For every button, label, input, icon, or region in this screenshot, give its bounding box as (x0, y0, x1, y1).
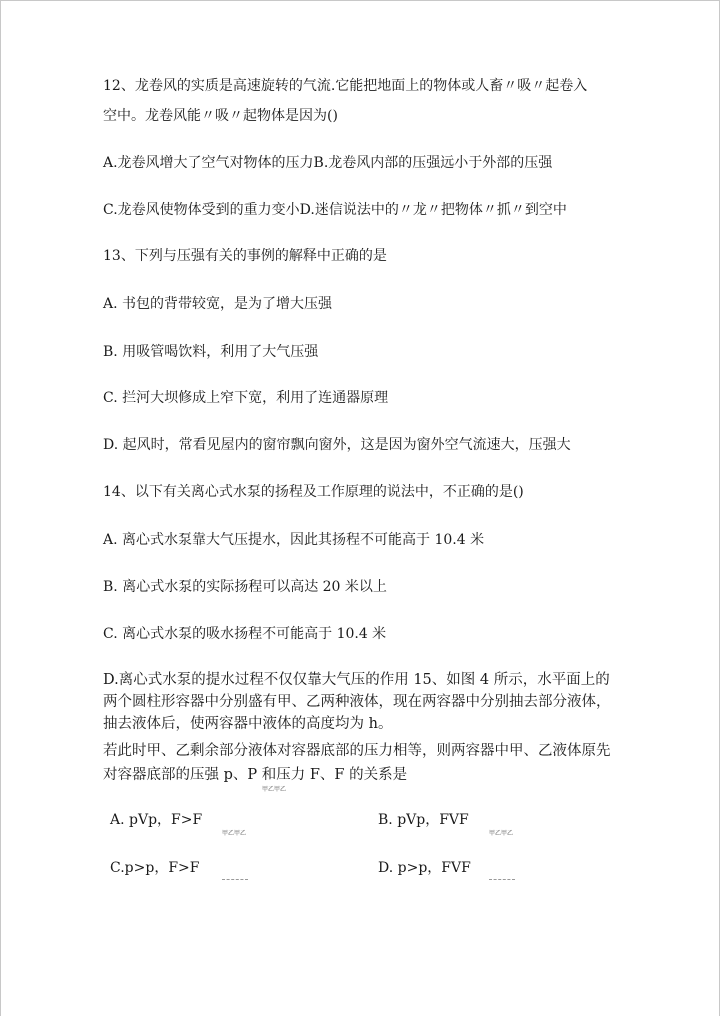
q15-line2: 对容器底部的压强 p、P 和压力 F、F 的关系是 (103, 767, 408, 783)
q15-option-a-subscript: 甲乙甲乙 (222, 830, 247, 837)
q14-stem: 14、以下有关离心式水泵的扬程及工作原理的说法中，不正确的是() (103, 484, 524, 500)
q14-option-c: C. 离心式水泵的吸水扬程不可能高于 10.4 米 (103, 626, 387, 642)
q12-stem-line2: 空中。龙卷风能〃吸〃起物体是因为() (103, 108, 338, 124)
q15-option-c: C.p>p，F>F (110, 860, 200, 876)
q15-option-d: D. p>p，FVF (378, 860, 471, 876)
q14-option-b: B. 离心式水泵的实际扬程可以高达 20 米以上 (103, 579, 387, 595)
q13-option-b: B. 用吸管喝饮料，利用了大气压强 (103, 344, 319, 360)
q12-options-line2: C.龙卷风使物体受到的重力变小D.迷信说法中的〃龙〃把物体〃抓〃到空中 (103, 202, 567, 218)
q14-option-d-line1: D.离心式水泵的提水过程不仅仅靠大气压的作用 15、如图 4 所示，水平面上的 (103, 672, 610, 688)
q12-stem-line1: 12、龙卷风的实质是高速旋转的气流.它能把地面上的物体或人畜〃吸〃起卷入 (103, 78, 588, 94)
q13-option-c: C. 拦河大坝修成上窄下宽，利用了连通器原理 (103, 390, 389, 406)
q15-option-b: B. pVp，FVF (378, 812, 469, 828)
q15-option-c-subscript-mark (222, 879, 248, 881)
q15-option-b-subscript: 甲乙甲乙 (489, 830, 514, 837)
q14-option-d-line3: 抽去液体后，使两容器中液体的高度均为 h。 (103, 716, 393, 732)
q14-option-d-line2: 两个圆柱形容器中分别盛有甲、乙两种液体，现在两容器中分别抽去部分液体， (103, 694, 611, 710)
q13-option-a: A. 书包的背带较宽，是为了增大压强 (103, 296, 333, 312)
q15-option-a: A. pVp，F>F (110, 812, 203, 828)
q13-stem: 13、下列与压强有关的事例的解释中正确的是 (103, 248, 387, 264)
q12-options-line1: A.龙卷风增大了空气对物体的压力B.龙卷风内部的压强远小于外部的压强 (103, 155, 553, 171)
q15-option-d-subscript-mark (489, 879, 515, 881)
q15-line1: 若此时甲、乙剩余部分液体对容器底部的压力相等，则两容器中甲、乙液体原先 (103, 743, 611, 759)
q15-subscript-top: 甲乙甲乙 (262, 786, 287, 793)
q13-option-d: D. 起风时，常看见屋内的窗帘飘向窗外，这是因为窗外空气流速大，压强大 (103, 437, 571, 453)
q14-option-a: A. 离心式水泵靠大气压提水，因此其扬程不可能高于 10.4 米 (103, 532, 485, 548)
